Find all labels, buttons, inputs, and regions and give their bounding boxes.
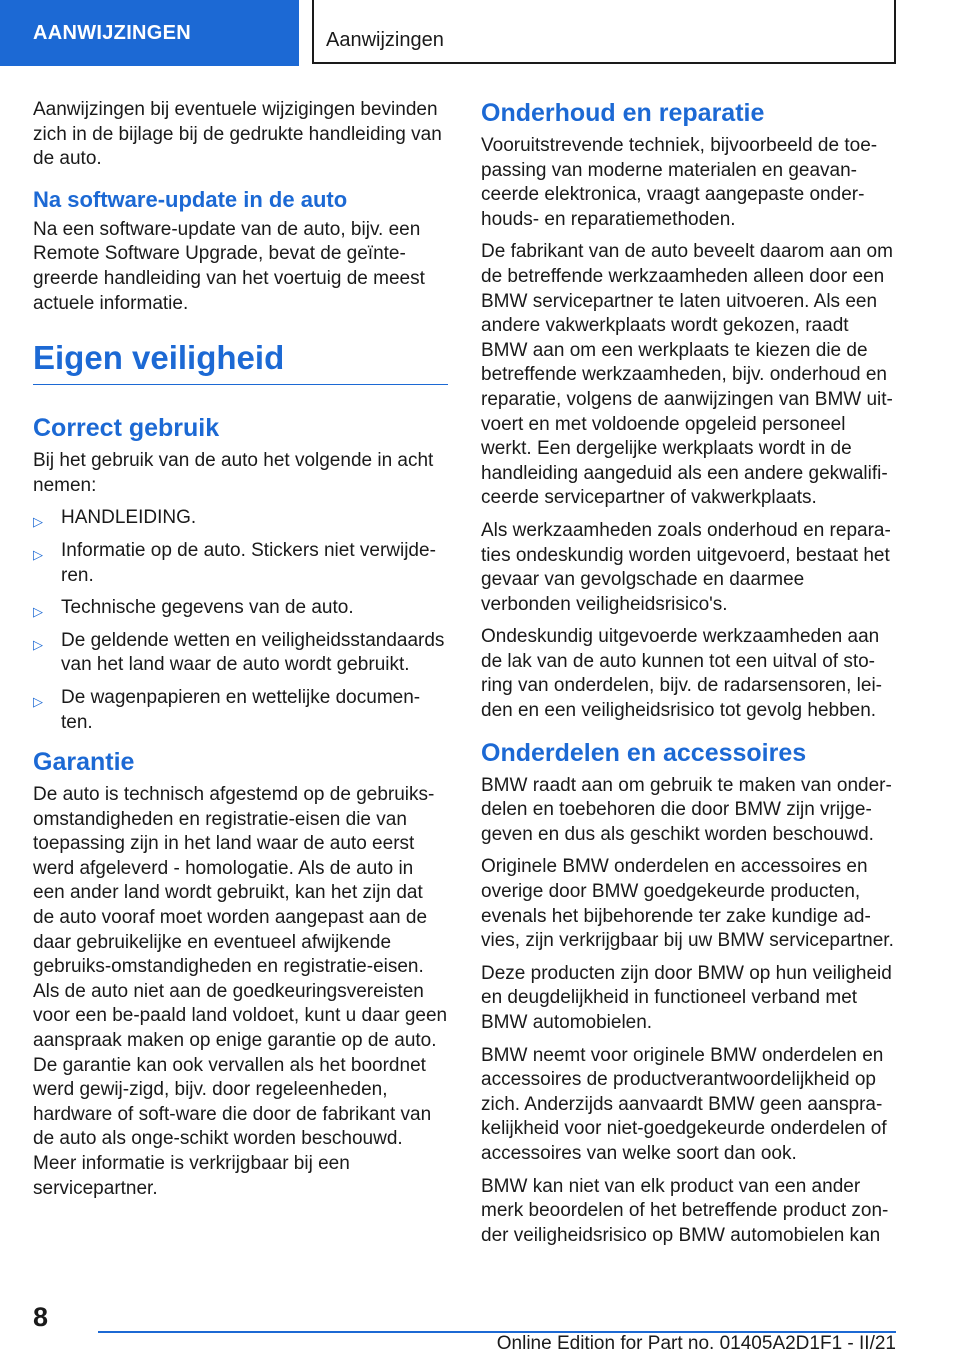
eigen-veiligheid-heading: Eigen veiligheid [33, 338, 448, 385]
triangle-bullet-icon: ▷ [33, 693, 43, 709]
onderdelen-paragraph-5: BMW kan niet van elk product van een ander merk beoordelen of het betreffende product zon-der veiligheidsrisico op BMW automobielen kan [481, 1175, 889, 1246]
section-tab [0, 0, 299, 66]
onderhoud-paragraph-3: Als werkzaamheden zoals onderhoud en repara-ties ondeskundig worden uitgevoerd, bestaat het gevaar van gevolgschade en daarmee verbonden veiligheidsrisico's. [481, 519, 891, 615]
page-number: 8 [33, 1302, 49, 1332]
onderhoud-paragraph-2: De fabrikant van de auto beveelt daarom aan om de betreffende werkzaamheden alleen door een BMW servicepartner te laten uitvoeren. Als een andere vakwerkplaats wordt gekozen, raadt BMW aan om een werkplaats te kiezen die de betreffende werkzaamheden, bijv. onderhoud en reparatie, volgens de aanwijzingen van BMW uit-voert en met voldoende opgeleid personeel werkt. Een dergelijke werkplaats wordt in de handleiding aangeduid als een andere gekwalifi-ceerde servicepartner of vakwerkplaats. [481, 241, 893, 509]
list-item: ▷ De geldende wetten en veiligheidsstandaards van het land waar de auto wordt gebruikt. [33, 629, 445, 676]
software-update-paragraph: Na een software-update van de auto, bijv. een Remote Software Upgrade, bevat de geïnte-greerde handleiding van het voertuig de meest actuele informatie. [33, 218, 425, 314]
section-tab-label: AANWIJZINGEN [33, 21, 192, 44]
list-item: ▷ De wagenpapieren en wettelijke documen-ten. [33, 686, 421, 733]
list-item: ▷ HANDLEIDING. [33, 506, 448, 531]
bullet-list [33, 506, 448, 735]
list-item: ▷ Informatie op de auto. Stickers niet verwijde-ren. [33, 539, 436, 586]
software-update-heading: Na software-update in de auto [33, 186, 348, 212]
onderhoud-paragraph-4: Ondeskundig uitgevoerde werkzaamheden aan de lak van de auto kunnen tot een uitval of sto-ring van onderdelen, bijv. de radarsensoren, lei-den en een veiligheidsrisico tot gevolg hebben. [481, 626, 882, 722]
onderdelen-paragraph-1: BMW raadt aan om gebruik te maken van onder-delen en toebehoren die door BMW zijn vrijge-geven en dus als geschikt worden beschouwd. [481, 774, 892, 845]
list-item: ▷ Technische gegevens van de auto. [33, 596, 448, 621]
page-header-title: Aanwijzingen [326, 29, 444, 51]
onderdelen-paragraph-2: Originele BMW onderdelen en accessoires en overige door BMW goedgekeurde producten, evenals het bijbehorende ter zake kundige ad-vies, zijn verkrijgbaar bij uw BMW servicepartner. [481, 856, 894, 952]
triangle-bullet-icon: ▷ [33, 546, 43, 562]
onderdelen-heading: Onderdelen en accessoires [481, 738, 807, 767]
correct-gebruik-heading: Correct gebruik [33, 414, 220, 443]
triangle-bullet-icon: ▷ [33, 604, 43, 620]
footer-edition-text: Online Edition for Part no. 01405A2D1F1 - II/21 [496, 1333, 896, 1354]
right-column [481, 98, 899, 1256]
left-column [33, 98, 448, 1209]
garantie-paragraph: De auto is technisch afgestemd op de gebruiks-omstandigheden en registratie-eisen die van toepassing zijn in het land waar de auto eerst werd afgeleverd - homologatie. Als de auto in een ander land wordt gebruikt, kan het zijn dat de auto vooraf moet worden aangepast aan de daar gebruikelijke en eventueel afwijkende gebruiks-omstandigheden en registratie-eisen. Als de auto niet aan de goedkeuringsvereisten voor een be-paald land voldoet, kunt u daar geen aanspraak maken op enige garantie op de auto. De garantie kan ook vervallen als het boordnet werd gewij-zigd, bijv. door regeleenheden, hardware of soft-ware die door de fabrikant van de auto als onge-schikt worden beschouwd. Meer informatie is verkrijgbaar bij een servicepartner. [33, 784, 448, 1199]
onderdelen-paragraph-4: BMW neemt voor originele BMW onderdelen en accessoires de productverantwoordelijkheid op zich. Anderzijds aanvaardt BMW geen aanspra-kelijkheid voor niet-goedgekeurde onderdelen of accessoires van welke soort dan ook. [481, 1044, 887, 1164]
onderhoud-heading: Onderhoud en reparatie [481, 99, 765, 127]
intro-paragraph: Aanwijzingen bij eventuele wijzigingen bevinden zich in de bijlage bij de gedrukte handleiding van de auto. [33, 99, 442, 170]
triangle-bullet-icon: ▷ [33, 514, 43, 530]
correct-gebruik-paragraph: Bij het gebruik van de auto het volgende in acht nemen: [33, 450, 434, 496]
garantie-heading: Garantie [33, 748, 135, 777]
onderhoud-paragraph-1: Vooruitstrevende techniek, bijvoorbeeld de toe-passing van moderne materialen en geavan-ceerde elektronica, vraagt aangepaste onder-houds- en reparatiemethoden. [481, 135, 878, 230]
triangle-bullet-icon: ▷ [33, 636, 43, 652]
onderdelen-paragraph-3: Deze producten zijn door BMW op hun veiligheid en deugdelijkheid in functioneel verband met BMW automobielen. [481, 962, 892, 1033]
